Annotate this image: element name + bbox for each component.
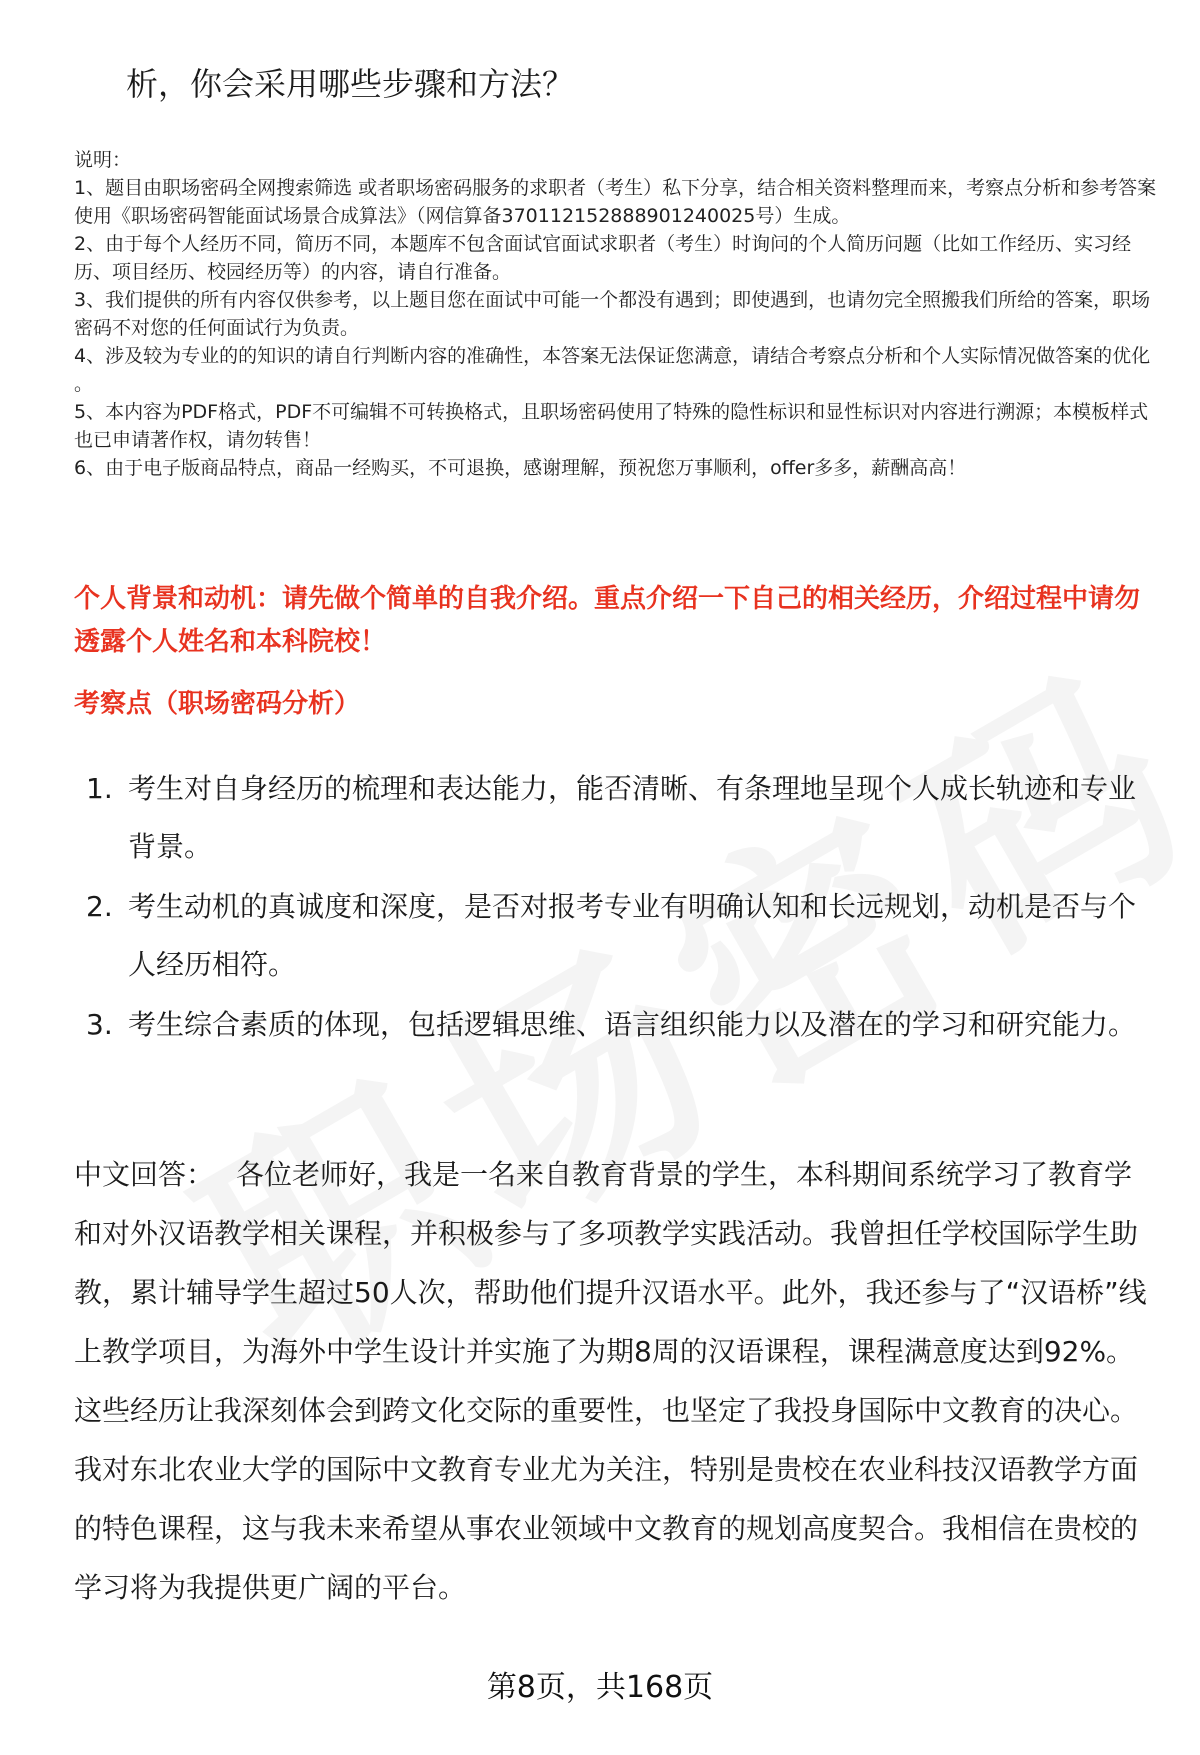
note-item: 1、题目由职场密码全网搜索筛选 或者职场密码服务的求职者（考生）私下分享，结合相关资料整理而来，考察点分析和参考答案使用《职场密码智能面试场景合成算法》（网信算备370112152888901240025号）生成。 (74, 177, 1157, 227)
page-footer: 第8页，共168页 (486, 1670, 714, 1705)
answer-block (74, 1145, 1154, 1617)
previous-question-tail: 析，你会采用哪些步骤和方法？ (126, 65, 575, 103)
notes-section (74, 146, 1164, 482)
point-text: 考生对自身经历的梳理和表达能力，能否清晰、有条理地呈现个人成长轨迹和专业背景。 (128, 772, 1137, 863)
analysis-point (74, 996, 1154, 1054)
analysis-point (74, 760, 1154, 876)
notes-heading: 说明： (74, 149, 132, 171)
question-title: 个人背景和动机：请先做个简单的自我介绍。重点介绍一下自己的相关经历，介绍过程中请勿透露个人姓名和本科院校！ (74, 584, 1141, 657)
point-number: 3. (86, 1008, 113, 1041)
analysis-points (74, 760, 1154, 1056)
analysis-point (74, 878, 1154, 994)
answer-text: 各位老师好，我是一名来自教育背景的学生，本科期间系统学习了教育学和对外汉语教学相关课程，并积极参与了多项教学实践活动。我曾担任学校国际学生助教，累计辅导学生超过50人次，帮助他们提升汉语水平。此外，我还参与了“汉语桥”线上教学项目，为海外中学生设计并实施了为期8周的汉语课程，课程满意度达到92%。这些经历让我深刻体会到跨文化交际的重要性，也坚定了我投身国际中文教育的决心。我对东北农业大学的国际中文教育专业尤为关注，特别是贵校在农业科技汉语教学方面的特色课程，这与我未来希望从事农业领域中文教育的规划高度契合。我相信在贵校的学习将为我提供更广阔的平台。 (74, 1158, 1147, 1604)
note-item: 5、本内容为PDF格式，PDF不可编辑不可转换格式，且职场密码使用了特殊的隐性标识和显性标识对内容进行溯源；本模板样式也已申请著作权，请勿转售！ (74, 401, 1149, 451)
point-number: 1. (86, 772, 113, 805)
note-item: 4、涉及较为专业的的知识的请自行判断内容的准确性，本答案无法保证您满意，请结合考察点分析和个人实际情况做答案的优化 。 (74, 345, 1151, 395)
point-number: 2. (86, 890, 113, 923)
note-item: 3、我们提供的所有内容仅供参考，以上题目您在面试中可能一个都没有遇到；即使遇到，也请勿完全照搬我们所给的答案，职场密码不对您的任何面试行为负责。 (74, 289, 1151, 339)
analysis-heading: 考察点（职场密码分析） (74, 689, 361, 719)
point-text: 考生综合素质的体现，包括逻辑思维、语言组织能力以及潜在的学习和研究能力。 (128, 1008, 1137, 1041)
note-item: 2、由于每个人经历不同，简历不同，本题库不包含面试官面试求职者（考生）时询问的个人简历问题（比如工作经历、实习经历、项目经历、校园经历等）的内容，请自行准备。 (74, 233, 1132, 283)
answer-label: 中文回答： (74, 1158, 215, 1191)
point-text: 考生动机的真诚度和深度，是否对报考专业有明确认知和长远规划，动机是否与个人经历相符。 (128, 890, 1137, 981)
note-item: 6、由于电子版商品特点，商品一经购买，不可退换，感谢理解，预祝您万事顺利，offer多多，薪酬高高！ (74, 457, 967, 479)
